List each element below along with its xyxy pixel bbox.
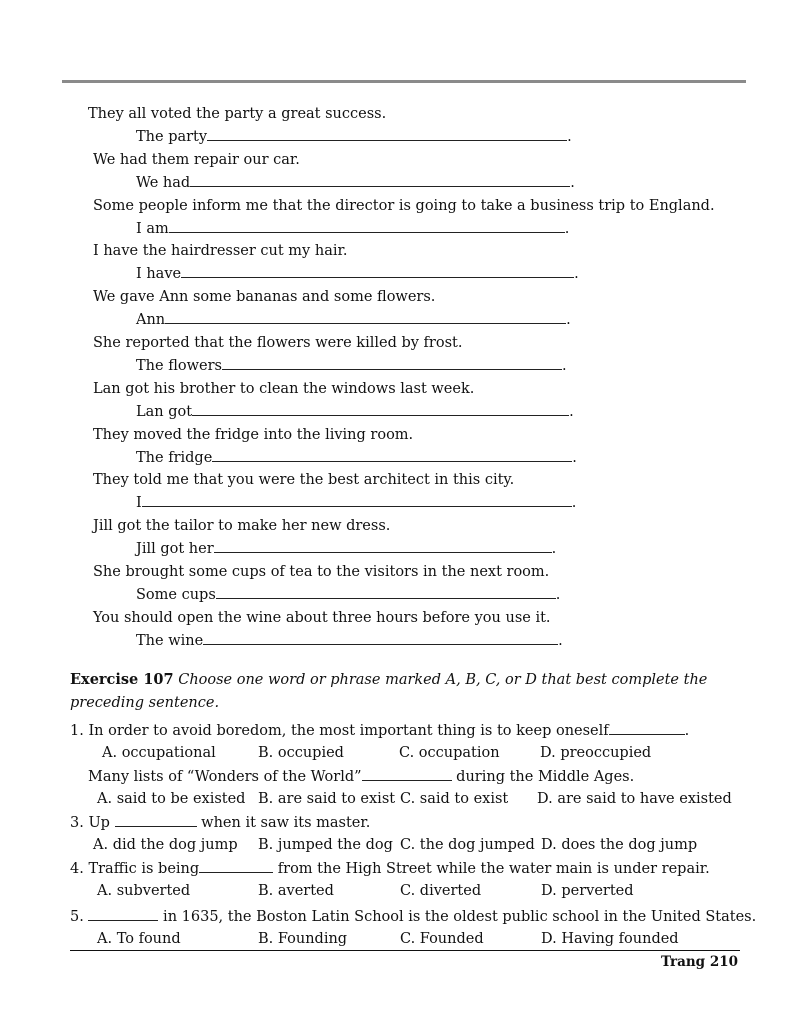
period: . xyxy=(572,449,577,466)
answer-blank[interactable] xyxy=(216,585,556,599)
page-number: Trang 210 xyxy=(660,954,738,970)
answer-option[interactable]: C. Founded xyxy=(400,931,484,947)
question-stem xyxy=(70,859,710,878)
prompt-sentence: I have the hairdresser cut my hair. xyxy=(93,243,348,260)
rewrite-line xyxy=(136,448,577,467)
exercise-instruction: Choose one word or phrase marked A, B, C, or D that best complete the xyxy=(173,672,708,688)
header-rule xyxy=(62,80,746,83)
answer-blank[interactable] xyxy=(362,767,452,781)
rewrite-lead: I xyxy=(136,495,142,512)
answer-option[interactable]: B. averted xyxy=(258,883,334,899)
rewrite-line xyxy=(136,402,574,421)
period: . xyxy=(555,587,561,603)
answer-blank[interactable] xyxy=(212,448,572,462)
answer-blank[interactable] xyxy=(142,493,572,507)
answer-blank[interactable] xyxy=(192,402,569,416)
question-text-after: when it saw its master. xyxy=(196,815,371,831)
answer-blank[interactable] xyxy=(222,356,562,370)
answer-blank[interactable] xyxy=(207,127,567,141)
question-stem xyxy=(70,813,370,832)
answer-option[interactable]: D. Having founded xyxy=(541,931,679,947)
rewrite-line xyxy=(136,631,563,650)
question-stem xyxy=(88,767,634,786)
prompt-sentence: She brought some cups of tea to the visitors in the next room. xyxy=(93,564,550,580)
rewrite-line xyxy=(136,264,579,283)
exercise-instruction-cont: preceding sentence. xyxy=(70,695,220,711)
answer-option[interactable]: B. Founding xyxy=(258,931,348,947)
question-text-before: 1. In order to avoid boredom, the most important thing is to keep oneself xyxy=(70,723,609,739)
question-text-before: 4. Traffic is being xyxy=(70,861,200,877)
prompt-sentence: They moved the fridge into the living room. xyxy=(93,426,414,443)
period: . xyxy=(574,266,579,283)
rewrite-lead: The flowers xyxy=(136,358,222,374)
answer-blank[interactable] xyxy=(88,907,158,921)
answer-option[interactable]: A. said to be existed xyxy=(97,791,246,807)
exercise-title: Exercise 107 xyxy=(70,671,174,688)
answer-option[interactable]: A. did the dog jump xyxy=(93,837,238,853)
question-text-before: Many lists of “Wonders of the World” xyxy=(88,769,362,785)
rewrite-line xyxy=(136,173,575,192)
rewrite-line xyxy=(136,493,576,512)
rewrite-lead: The party xyxy=(136,129,208,145)
rewrite-lead: Some cups xyxy=(136,587,216,603)
period: . xyxy=(566,312,571,329)
question-text-after: from the High Street while the water main is under repair. xyxy=(273,861,710,877)
rewrite-lead: Lan got xyxy=(136,403,193,420)
answer-option[interactable]: D. perverted xyxy=(541,883,634,899)
prompt-sentence: She reported that the flowers were killed by frost. xyxy=(93,335,463,351)
period: . xyxy=(551,541,557,558)
answer-option[interactable]: D. are said to have existed xyxy=(537,791,732,807)
answer-blank[interactable] xyxy=(609,721,685,735)
rewrite-lead: Ann xyxy=(136,312,166,329)
question-stem xyxy=(70,721,689,740)
rewrite-lead: I am xyxy=(136,220,169,237)
answer-option[interactable]: C. diverted xyxy=(400,883,482,899)
answer-option[interactable]: A. To found xyxy=(97,931,181,947)
prompt-sentence: You should open the wine about three hours before you use it. xyxy=(93,609,551,626)
prompt-sentence: We gave Ann some bananas and some flowers. xyxy=(93,289,436,306)
answer-option[interactable]: B. are said to exist xyxy=(258,791,396,807)
answer-option[interactable]: A. subverted xyxy=(97,883,191,899)
period: . xyxy=(571,495,577,512)
prompt-sentence: Lan got his brother to clean the windows last week. xyxy=(93,380,475,397)
rewrite-line xyxy=(136,356,567,375)
rewrite-lead: The wine xyxy=(136,632,204,649)
rewrite-lead: We had xyxy=(136,174,191,191)
rewrite-line xyxy=(136,539,556,558)
question-text-before: 3. Up xyxy=(70,815,115,831)
period: . xyxy=(569,403,574,420)
question-text-before: 5. xyxy=(70,909,89,925)
rewrite-lead: Jill got her xyxy=(136,541,214,558)
prompt-sentence: Jill got the tailor to make her new dress. xyxy=(93,518,391,535)
rewrite-line xyxy=(136,127,572,146)
footer-rule xyxy=(70,950,740,951)
exercise-heading xyxy=(70,671,707,689)
answer-option[interactable]: D. preoccupied xyxy=(540,745,652,761)
answer-option[interactable]: C. the dog jumped xyxy=(400,837,535,853)
period: . xyxy=(567,129,572,145)
period: . xyxy=(564,220,570,237)
question-stem xyxy=(70,907,756,926)
rewrite-lead: I have xyxy=(136,266,182,283)
prompt-sentence: They told me that you were the best architect in this city. xyxy=(93,472,515,489)
rewrite-line xyxy=(136,310,571,329)
answer-option[interactable]: A. occupational xyxy=(102,745,216,761)
question-text-after: during the Middle Ages. xyxy=(451,769,635,785)
answer-blank[interactable] xyxy=(214,539,552,553)
prompt-sentence: We had them repair our car. xyxy=(93,151,300,168)
period: . xyxy=(570,174,575,191)
answer-option[interactable]: B. occupied xyxy=(258,745,344,761)
answer-blank[interactable] xyxy=(165,310,566,324)
answer-option[interactable]: B. jumped the dog xyxy=(258,837,393,853)
period: . xyxy=(561,358,567,374)
answer-blank[interactable] xyxy=(199,859,273,873)
rewrite-lead: The fridge xyxy=(136,449,213,466)
answer-blank[interactable] xyxy=(203,631,558,645)
answer-option[interactable]: D. does the dog jump xyxy=(541,837,698,853)
answer-blank[interactable] xyxy=(190,173,570,187)
answer-option[interactable]: C. said to exist xyxy=(400,791,509,807)
rewrite-line xyxy=(136,219,569,238)
prompt-sentence: They all voted the party a great success. xyxy=(88,106,387,122)
answer-blank[interactable] xyxy=(115,813,197,827)
answer-option[interactable]: C. occupation xyxy=(399,745,500,761)
answer-blank[interactable] xyxy=(169,219,565,233)
answer-blank[interactable] xyxy=(181,264,574,278)
question-text-after: in 1635, the Boston Latin School is the oldest public school in the United States. xyxy=(158,909,757,925)
prompt-sentence: Some people inform me that the director is going to take a business trip to England. xyxy=(93,197,715,214)
question-text-after: . xyxy=(684,723,690,739)
period: . xyxy=(558,632,563,649)
rewrite-line xyxy=(136,585,560,604)
